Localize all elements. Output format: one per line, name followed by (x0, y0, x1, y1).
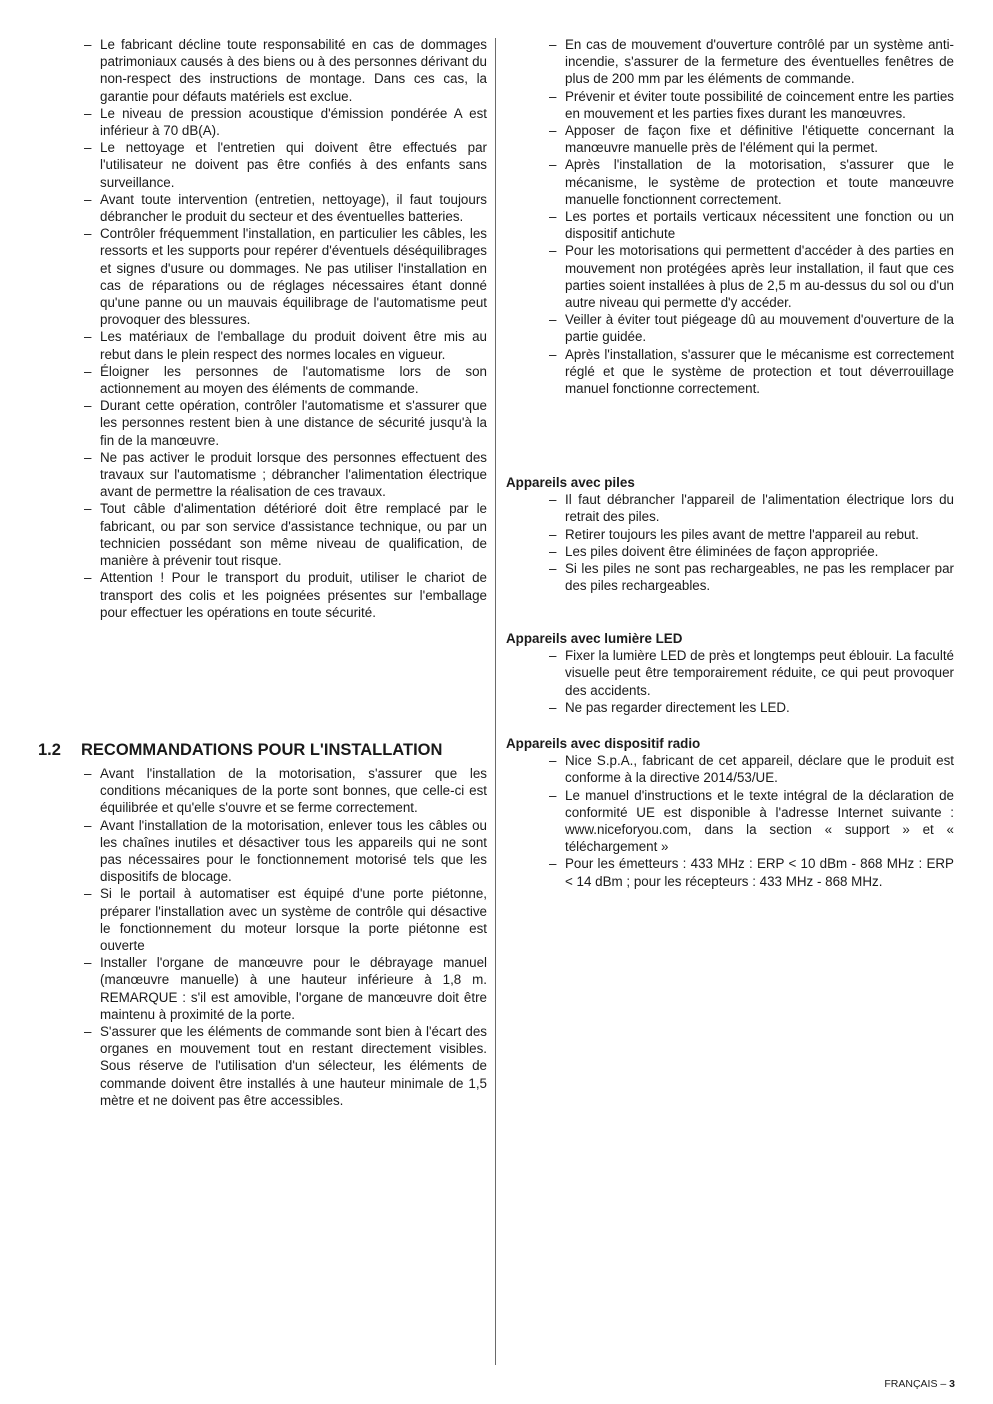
list-item: – Les portes et portails verticaux nécessitent une fonction ou un dispositif antichute (549, 208, 954, 242)
group-list (549, 647, 954, 716)
group-heading: Appareils avec dispositif radio (506, 736, 701, 751)
list-item: – Le niveau de pression acoustique d'émission pondérée A est inférieur à 70 dB(A). (84, 105, 487, 139)
list-item: – Si les piles ne sont pas rechargeables, ne pas les remplacer par des piles rechargeables. (549, 560, 954, 594)
list-item: – Attention ! Pour le transport du produit, utiliser le chariot de transport des colis et les poignées présentes sur l'emballage pour effectuer les opérations en toute sécurité. (84, 569, 487, 621)
list-item: – Contrôler fréquemment l'installation, en particulier les câbles, les ressorts et les supports pour repérer d'éventuels déséquilibrages et signes d'usure ou dommages. Ne pas utiliser l'installation en cas de réparations ou de réglages nécessaires étant donné qu'une panne ou un mauvais équilibrage de l'automatisme peut provoquer des blessures. (84, 225, 487, 328)
list-item: – S'assurer que les éléments de commande sont bien à l'écart des organes en mouvement tout en restant directement visibles. Sous réserve de l'utilisation d'un sélecteur, les éléments de commande doivent être installés à une hauteur minimale de 1,5 mètre et ne doivent pas être accessibles. (84, 1023, 487, 1109)
list-item: – Il faut débrancher l'appareil de l'alimentation électrique lors du retrait des piles. (549, 491, 954, 525)
list-item: – Tout câble d'alimentation détérioré doit être remplacé par le fabricant, ou par son service d'assistance technique, ou par un technicien possédant son même niveau de qualification, de manière à prévenir tout risque. (84, 500, 487, 569)
list-item: – Apposer de façon fixe et définitive l'étiquette concernant la manœuvre manuelle près de l'élément qui la permet. (549, 122, 954, 156)
section-heading (38, 739, 498, 761)
group-radio (506, 735, 954, 890)
list-item: – Durant cette opération, contrôler l'automatisme et s'assurer que les personnes restent bien à une distance de sécurité jusqu'à la fin de la manœuvre. (84, 397, 487, 449)
footer-language: FRANÇAIS – (884, 1378, 947, 1390)
list-item: – Avant l'installation de la motorisation, s'assurer que les conditions mécaniques de la porte sont bonnes, que celle-ci est équilibrée et qu'elle s'ouvre et se ferme correctement. (84, 765, 487, 817)
page-number: 3 (949, 1378, 955, 1390)
list-item: – Installer l'organe de manœuvre pour le débrayage manuel (manœuvre manuelle) à une hauteur inférieure à 1,8 m. REMARQUE : s'il est amovible, l'organe de manœuvre doit être maintenu à proximité de la porte. (84, 954, 487, 1023)
list-item: – Le nettoyage et l'entretien qui doivent être effectués par l'utilisateur ne doivent pas être confiés à des enfants sans surveillance. (84, 139, 487, 191)
section-title: RECOMMANDATIONS POUR L'INSTALLATION (81, 741, 443, 759)
list-item: – Les piles doivent être éliminées de façon appropriée. (549, 543, 954, 560)
list-item: – Après l'installation, s'assurer que le mécanisme est correctement réglé et que le système de protection et tout déverrouillage manuel fonctionne correctement. (549, 346, 954, 398)
list-item: – Avant l'installation de la motorisation, enlever tous les câbles ou les chaînes inutiles et désactiver tous les appareils qui ne sont pas nécessaires pour le fonctionnement motorisé tels que les dispositifs de blocage. (84, 817, 487, 886)
list-item: – Pour les émetteurs : 433 MHz : ERP < 10 dBm - 868 MHz : ERP < 14 dBm ; pour les récepteurs : 433 MHz - 868 MHz. (549, 855, 954, 889)
installation-recommendations (84, 765, 487, 1109)
list-item: – Avant toute intervention (entretien, nettoyage), il faut toujours débrancher le produit du secteur et des éventuelles batteries. (84, 191, 487, 225)
group-led (506, 630, 954, 716)
list-item: – Prévenir et éviter toute possibilité de coincement entre les parties en mouvement et les parties fixes durant les manœuvres. (549, 88, 954, 122)
list-item: – Fixer la lumière LED de près et longtemps peut éblouir. La faculté visuelle peut être temporairement réduite, ce qui peut provoquer des accidents. (549, 647, 954, 699)
installation-continued-list (549, 36, 954, 397)
page-footer (884, 1377, 955, 1391)
group-heading: Appareils avec piles (506, 475, 635, 490)
group-list (549, 491, 954, 594)
list-item: – Veiller à éviter tout piégeage dû au mouvement d'ouverture de la partie guidée. (549, 311, 954, 345)
list-item: – Le manuel d'instructions et le texte intégral de la déclaration de conformité UE est disponible à l'adresse Internet suivante : www.niceforyou.com, dans la section « support » et « téléchargement » (549, 787, 954, 856)
list-item: – Pour les motorisations qui permettent d'accéder à des parties en mouvement non protégées après leur installation, il faut que ces parties soient installées à plus de 2,5 m au-dessus du sol ou d'un autre niveau qui permette d'y accéder. (549, 242, 954, 311)
list-item: – Nice S.p.A., fabricant de cet appareil, déclare que le produit est conforme à la directive 2014/53/UE. (549, 752, 954, 786)
list-item: – Les matériaux de l'emballage du produit doivent être mis au rebut dans le plein respect des normes locales en vigueur. (84, 328, 487, 362)
right-column (549, 36, 954, 397)
group-list (549, 752, 954, 890)
safety-warnings-list (84, 36, 487, 621)
list-item: – Après l'installation de la motorisation, s'assurer que le mécanisme, le système de protection et toute manœuvre manuelle fonctionnent correctement. (549, 156, 954, 208)
list-item: – Si le portail à automatiser est équipé d'une porte piétonne, préparer l'installation avec un système de contrôle qui désactive le fonctionnement du moteur lorsque la porte piétonne est ouverte (84, 885, 487, 954)
list-item: – Le fabricant décline toute responsabilité en cas de dommages patrimoniaux causés à des biens ou à des personnes dérivant du non-respect des instructions de montage. Dans ces cas, la garantie pour défauts matériels est exclue. (84, 36, 487, 105)
list-item: – En cas de mouvement d'ouverture contrôlé par un système anti-incendie, s'assurer de la fermeture des éventuelles fenêtres de plus de 200 mm par les éléments de commande. (549, 36, 954, 88)
group-heading: Appareils avec lumière LED (506, 631, 683, 646)
installation-recommendations-list (84, 765, 487, 1109)
section-number: 1.2 (38, 741, 61, 759)
list-item: – Ne pas activer le produit lorsque des personnes effectuent des travaux sur l'automatisme ; débrancher l'alimentation électrique avant de permettre la réalisation de ces travaux. (84, 449, 487, 501)
column-divider (495, 38, 496, 1365)
list-item: – Éloigner les personnes de l'automatisme lors de son actionnement au moyen des éléments de commande. (84, 363, 487, 397)
list-item: – Retirer toujours les piles avant de mettre l'appareil au rebut. (549, 526, 954, 543)
group-batteries (506, 474, 954, 594)
list-item: – Ne pas regarder directement les LED. (549, 699, 954, 716)
left-column (84, 36, 487, 621)
